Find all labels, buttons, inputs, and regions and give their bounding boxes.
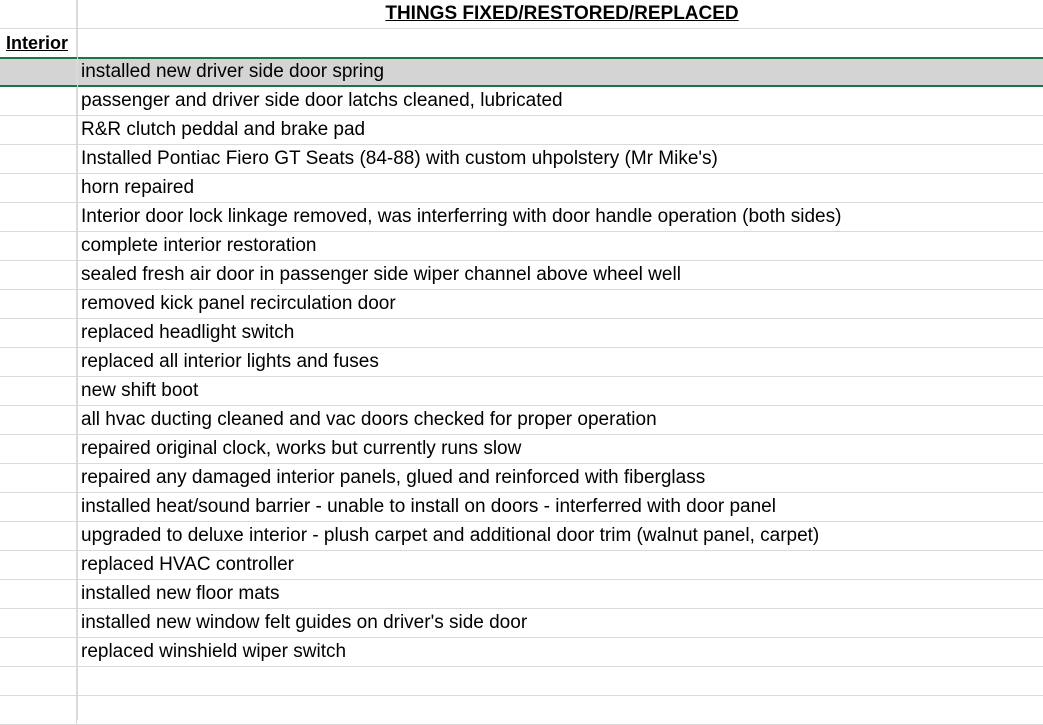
selected-cell[interactable]: installed new driver side door spring — [81, 61, 385, 82]
cell-b[interactable]: passenger and driver side door latchs cleaned, lubricated — [81, 90, 563, 111]
sheet-row-title — [0, 0, 1043, 29]
cell-a[interactable] — [0, 464, 77, 492]
table-row-empty[interactable] — [0, 696, 1043, 725]
table-row[interactable] — [0, 145, 1043, 174]
cell-a[interactable] — [0, 319, 77, 347]
cell-b-section-row[interactable] — [77, 29, 1043, 57]
table-row[interactable] — [0, 551, 1043, 580]
cell-a[interactable] — [0, 551, 77, 579]
cell-a[interactable] — [0, 406, 77, 434]
table-row[interactable] — [0, 638, 1043, 667]
cell-a[interactable] — [0, 174, 77, 202]
cell-b[interactable] — [77, 667, 1043, 695]
table-row[interactable] — [0, 203, 1043, 232]
cell-b[interactable]: removed kick panel recirculation door — [81, 293, 396, 314]
cell-b[interactable]: Installed Pontiac Fiero GT Seats (84-88) with custom uhpolstery (Mr Mike's) — [81, 148, 718, 169]
cell-a[interactable] — [0, 290, 77, 318]
cell-b[interactable]: replaced headlight switch — [81, 322, 295, 343]
cell-b[interactable]: all hvac ducting cleaned and vac doors checked for proper operation — [81, 409, 657, 430]
cell-a[interactable] — [0, 348, 77, 376]
table-row[interactable] — [0, 522, 1043, 551]
cell-a[interactable] — [0, 609, 77, 637]
cell-a[interactable] — [0, 522, 77, 550]
cell-a[interactable] — [0, 87, 77, 115]
cell-a[interactable] — [0, 377, 77, 405]
table-row[interactable] — [0, 290, 1043, 319]
table-row[interactable] — [0, 377, 1043, 406]
cell-b[interactable]: repaired original clock, works but currently runs slow — [81, 438, 522, 459]
cell-a[interactable] — [0, 435, 77, 463]
cell-b[interactable]: installed heat/sound barrier - unable to install on doors - interferred with door panel — [81, 496, 776, 517]
cell-b[interactable]: replaced winshield wiper switch — [81, 641, 347, 662]
cell-a[interactable] — [0, 493, 77, 521]
cell-b[interactable]: new shift boot — [81, 380, 199, 401]
table-row[interactable] — [0, 319, 1043, 348]
table-row[interactable] — [0, 435, 1043, 464]
cell-a[interactable] — [0, 580, 77, 608]
section-label-interior[interactable]: Interior — [0, 29, 77, 57]
cell-b[interactable]: horn repaired — [81, 177, 195, 198]
table-row-selected[interactable] — [0, 57, 1043, 87]
cell-b[interactable]: complete interior restoration — [81, 235, 317, 256]
table-row[interactable] — [0, 87, 1043, 116]
cell-b[interactable]: installed new window felt guides on driver's side door — [81, 612, 528, 633]
sheet-title[interactable]: THINGS FIXED/RESTORED/REPLACED — [385, 3, 739, 24]
table-row[interactable] — [0, 348, 1043, 377]
table-row[interactable] — [0, 174, 1043, 203]
table-row[interactable] — [0, 232, 1043, 261]
table-row[interactable] — [0, 493, 1043, 522]
table-row[interactable] — [0, 406, 1043, 435]
cell-a[interactable] — [0, 667, 77, 695]
table-row-empty[interactable] — [0, 667, 1043, 696]
cell-b[interactable]: sealed fresh air door in passenger side wiper channel above wheel well — [81, 264, 681, 285]
cell-a-selected-row[interactable] — [0, 59, 77, 85]
cell-b[interactable]: repaired any damaged interior panels, glued and reinforced with fiberglass — [81, 467, 706, 488]
cell-a[interactable] — [0, 261, 77, 289]
cell-a[interactable] — [0, 116, 77, 144]
cell-b[interactable]: upgraded to deluxe interior - plush carpet and additional door trim (walnut panel, carpet) — [81, 525, 820, 546]
cell-b[interactable]: replaced HVAC controller — [81, 554, 294, 575]
cell-a[interactable] — [0, 145, 77, 173]
table-row[interactable] — [0, 464, 1043, 493]
table-row[interactable] — [0, 116, 1043, 145]
cell-a[interactable] — [0, 203, 77, 231]
cell-b[interactable]: installed new floor mats — [81, 583, 280, 604]
table-row[interactable] — [0, 261, 1043, 290]
cell-b[interactable]: Interior door lock linkage removed, was interferring with door handle operation (both sides) — [81, 206, 842, 227]
cell-a[interactable] — [0, 232, 77, 260]
table-row[interactable] — [0, 580, 1043, 609]
cell-b[interactable]: replaced all interior lights and fuses — [81, 351, 379, 372]
sheet-row-section — [0, 29, 1043, 58]
cell-a-title-row[interactable] — [0, 0, 77, 28]
cell-b[interactable]: R&R clutch peddal and brake pad — [81, 119, 366, 140]
table-row[interactable] — [0, 609, 1043, 638]
cell-a[interactable] — [0, 638, 77, 666]
column-gridline — [77, 0, 78, 720]
